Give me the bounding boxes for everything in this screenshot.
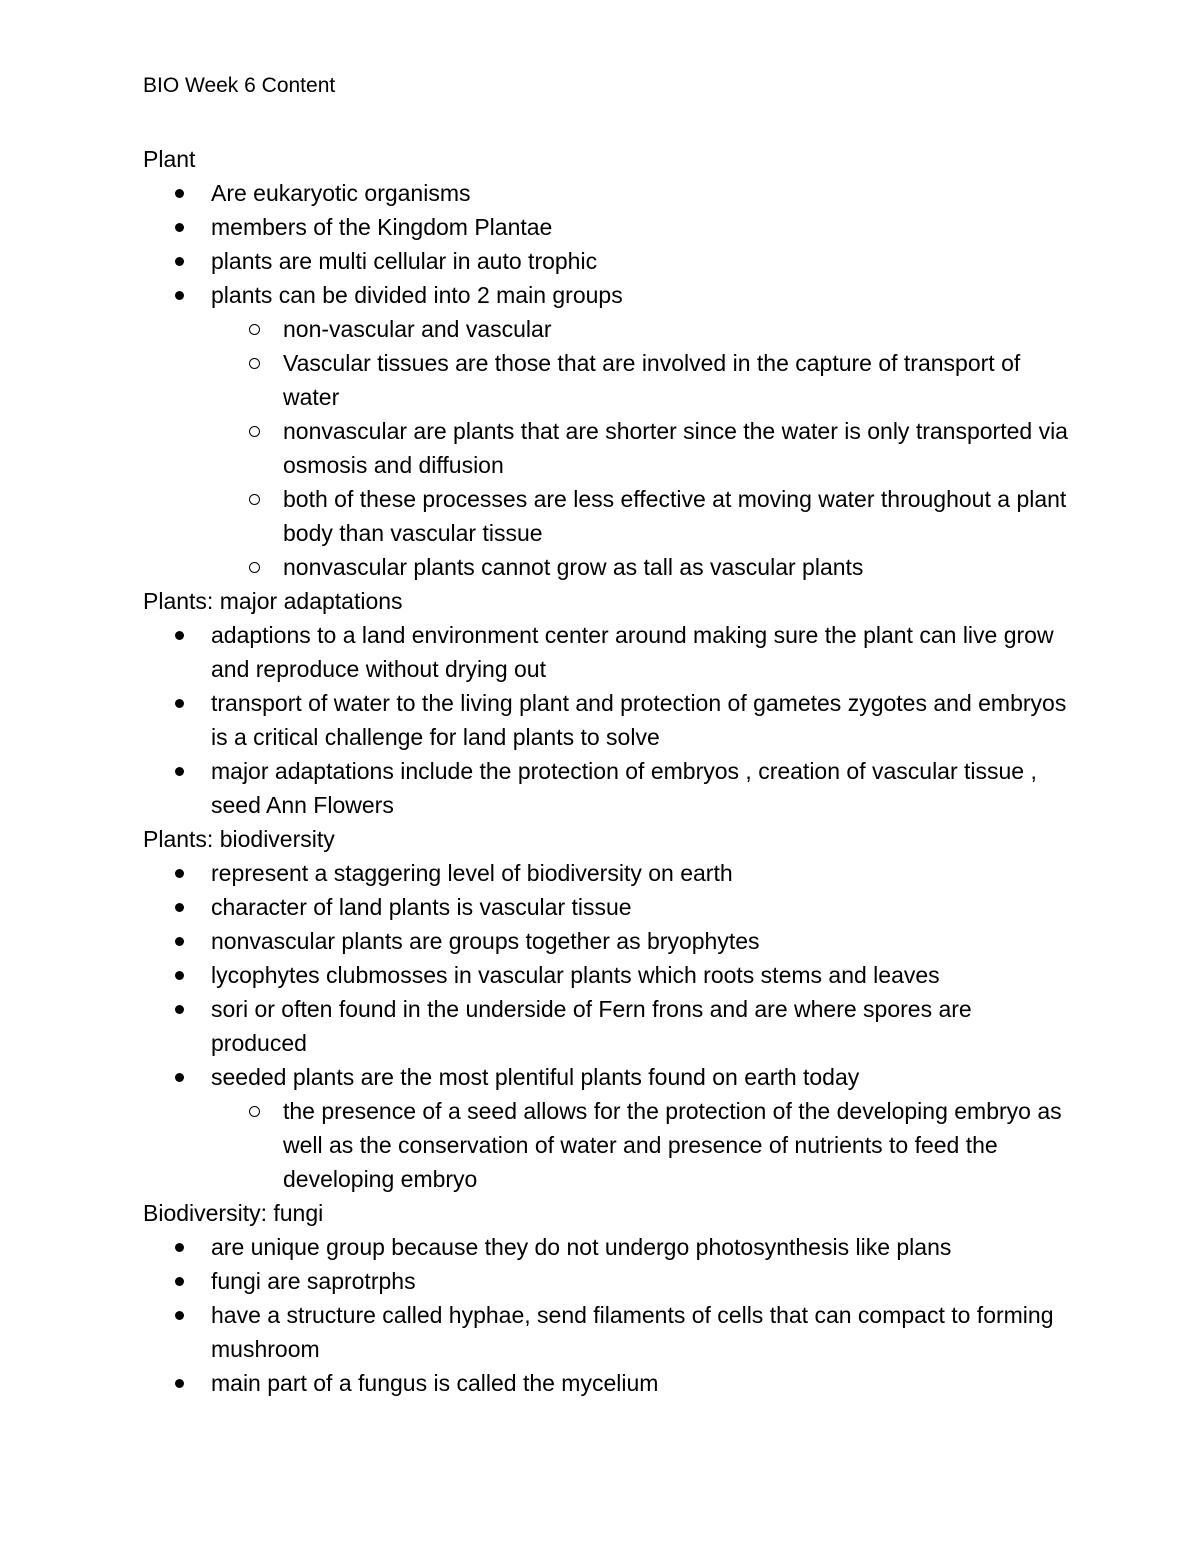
list-item-text: fungi are saprotrphs xyxy=(211,1268,416,1294)
sub-bullet-list xyxy=(211,312,1073,584)
bullet-icon xyxy=(175,631,184,640)
list-item xyxy=(143,1230,1073,1264)
sub-list-item xyxy=(143,414,1073,482)
bullet-icon xyxy=(175,1243,184,1252)
list-item-text: lycophytes clubmosses in vascular plants which roots stems and leaves xyxy=(211,962,940,988)
list-item-text: are unique group because they do not undergo photosynthesis like plans xyxy=(211,1234,952,1260)
sub-list-item xyxy=(143,346,1073,414)
sub-list-item-text: the presence of a seed allows for the protection of the developing embryo as well as the conservation of water and presence of nutrients to feed the developing embryo xyxy=(283,1098,1062,1192)
bullet-icon xyxy=(175,1379,184,1388)
list-item-text: major adaptations include the protection of embryos , creation of vascular tissue , seed Ann Flowers xyxy=(211,758,1037,818)
circle-bullet-icon xyxy=(249,562,260,573)
circle-bullet-icon xyxy=(249,324,260,335)
bullet-list xyxy=(143,176,1073,584)
sub-list-item xyxy=(143,312,1073,346)
list-item xyxy=(143,1366,1073,1400)
circle-bullet-icon xyxy=(249,1106,260,1117)
section-biodiversity xyxy=(143,822,1073,1196)
section-major-adaptations xyxy=(143,584,1073,822)
sub-list-item-text: nonvascular plants cannot grow as tall as vascular plants xyxy=(283,554,864,580)
circle-bullet-icon xyxy=(249,494,260,505)
list-item xyxy=(143,856,1073,890)
bullet-icon xyxy=(175,699,184,708)
list-item xyxy=(143,1060,1073,1196)
bullet-icon xyxy=(175,223,184,232)
list-item xyxy=(143,958,1073,992)
list-item xyxy=(143,890,1073,924)
bullet-icon xyxy=(175,971,184,980)
bullet-icon xyxy=(175,1005,184,1014)
list-item-text: Are eukaryotic organisms xyxy=(211,180,471,206)
bullet-icon xyxy=(175,1277,184,1286)
list-item xyxy=(143,686,1073,754)
list-item-text: plants can be divided into 2 main groups xyxy=(211,282,623,308)
list-item-text: nonvascular plants are groups together as bryophytes xyxy=(211,928,760,954)
bullet-list xyxy=(143,618,1073,822)
section-plant xyxy=(143,142,1073,584)
section-heading: Plants: biodiversity xyxy=(143,826,335,852)
bullet-icon xyxy=(175,903,184,912)
bullet-icon xyxy=(175,291,184,300)
bullet-icon xyxy=(175,937,184,946)
list-item-text: seeded plants are the most plentiful plants found on earth today xyxy=(211,1064,860,1090)
section-fungi xyxy=(143,1196,1073,1400)
sub-list-item xyxy=(143,1094,1073,1196)
bullet-icon xyxy=(175,257,184,266)
bullet-list xyxy=(143,856,1073,1196)
sub-bullet-list xyxy=(211,1094,1073,1196)
bullet-list xyxy=(143,1230,1073,1400)
sub-list-item-text: non-vascular and vascular xyxy=(283,316,552,342)
list-item-text: have a structure called hyphae, send filaments of cells that can compact to forming mushroom xyxy=(211,1302,1054,1362)
bullet-icon xyxy=(175,869,184,878)
circle-bullet-icon xyxy=(249,358,260,369)
sub-list-item-text: nonvascular are plants that are shorter since the water is only transported via osmosis and diffusion xyxy=(283,418,1068,478)
circle-bullet-icon xyxy=(249,426,260,437)
section-heading: Plants: major adaptations xyxy=(143,588,403,614)
list-item xyxy=(143,1264,1073,1298)
section-heading: Biodiversity: fungi xyxy=(143,1200,324,1226)
list-item-text: main part of a fungus is called the mycelium xyxy=(211,1370,659,1396)
list-item xyxy=(143,210,1073,244)
document-body xyxy=(143,142,1073,1400)
list-item xyxy=(143,924,1073,958)
sub-list-item-text: Vascular tissues are those that are involved in the capture of transport of water xyxy=(283,350,1021,410)
bullet-icon xyxy=(175,189,184,198)
list-item-text: members of the Kingdom Plantae xyxy=(211,214,553,240)
list-item-text: plants are multi cellular in auto trophic xyxy=(211,248,598,274)
list-item xyxy=(143,244,1073,278)
list-item xyxy=(143,176,1073,210)
list-item xyxy=(143,754,1073,822)
list-item-text: sori or often found in the underside of Fern frons and are where spores are produced xyxy=(211,996,972,1056)
document-title: BIO Week 6 Content xyxy=(143,74,336,97)
bullet-icon xyxy=(175,767,184,776)
list-item xyxy=(143,1298,1073,1366)
sub-list-item-text: both of these processes are less effective at moving water throughout a plant body than vascular tissue xyxy=(283,486,1067,546)
bullet-icon xyxy=(175,1311,184,1320)
section-heading: Plant xyxy=(143,146,196,172)
bullet-icon xyxy=(175,1073,184,1082)
list-item-text: represent a staggering level of biodiversity on earth xyxy=(211,860,733,886)
list-item xyxy=(143,992,1073,1060)
sub-list-item xyxy=(143,550,1073,584)
list-item-text: character of land plants is vascular tissue xyxy=(211,894,632,920)
list-item xyxy=(143,278,1073,584)
list-item-text: transport of water to the living plant and protection of gametes zygotes and embryos is a critical challenge for land plants to solve xyxy=(211,690,1067,750)
list-item-text: adaptions to a land environment center around making sure the plant can live grow and reproduce without drying out xyxy=(211,622,1054,682)
list-item xyxy=(143,618,1073,686)
sub-list-item xyxy=(143,482,1073,550)
